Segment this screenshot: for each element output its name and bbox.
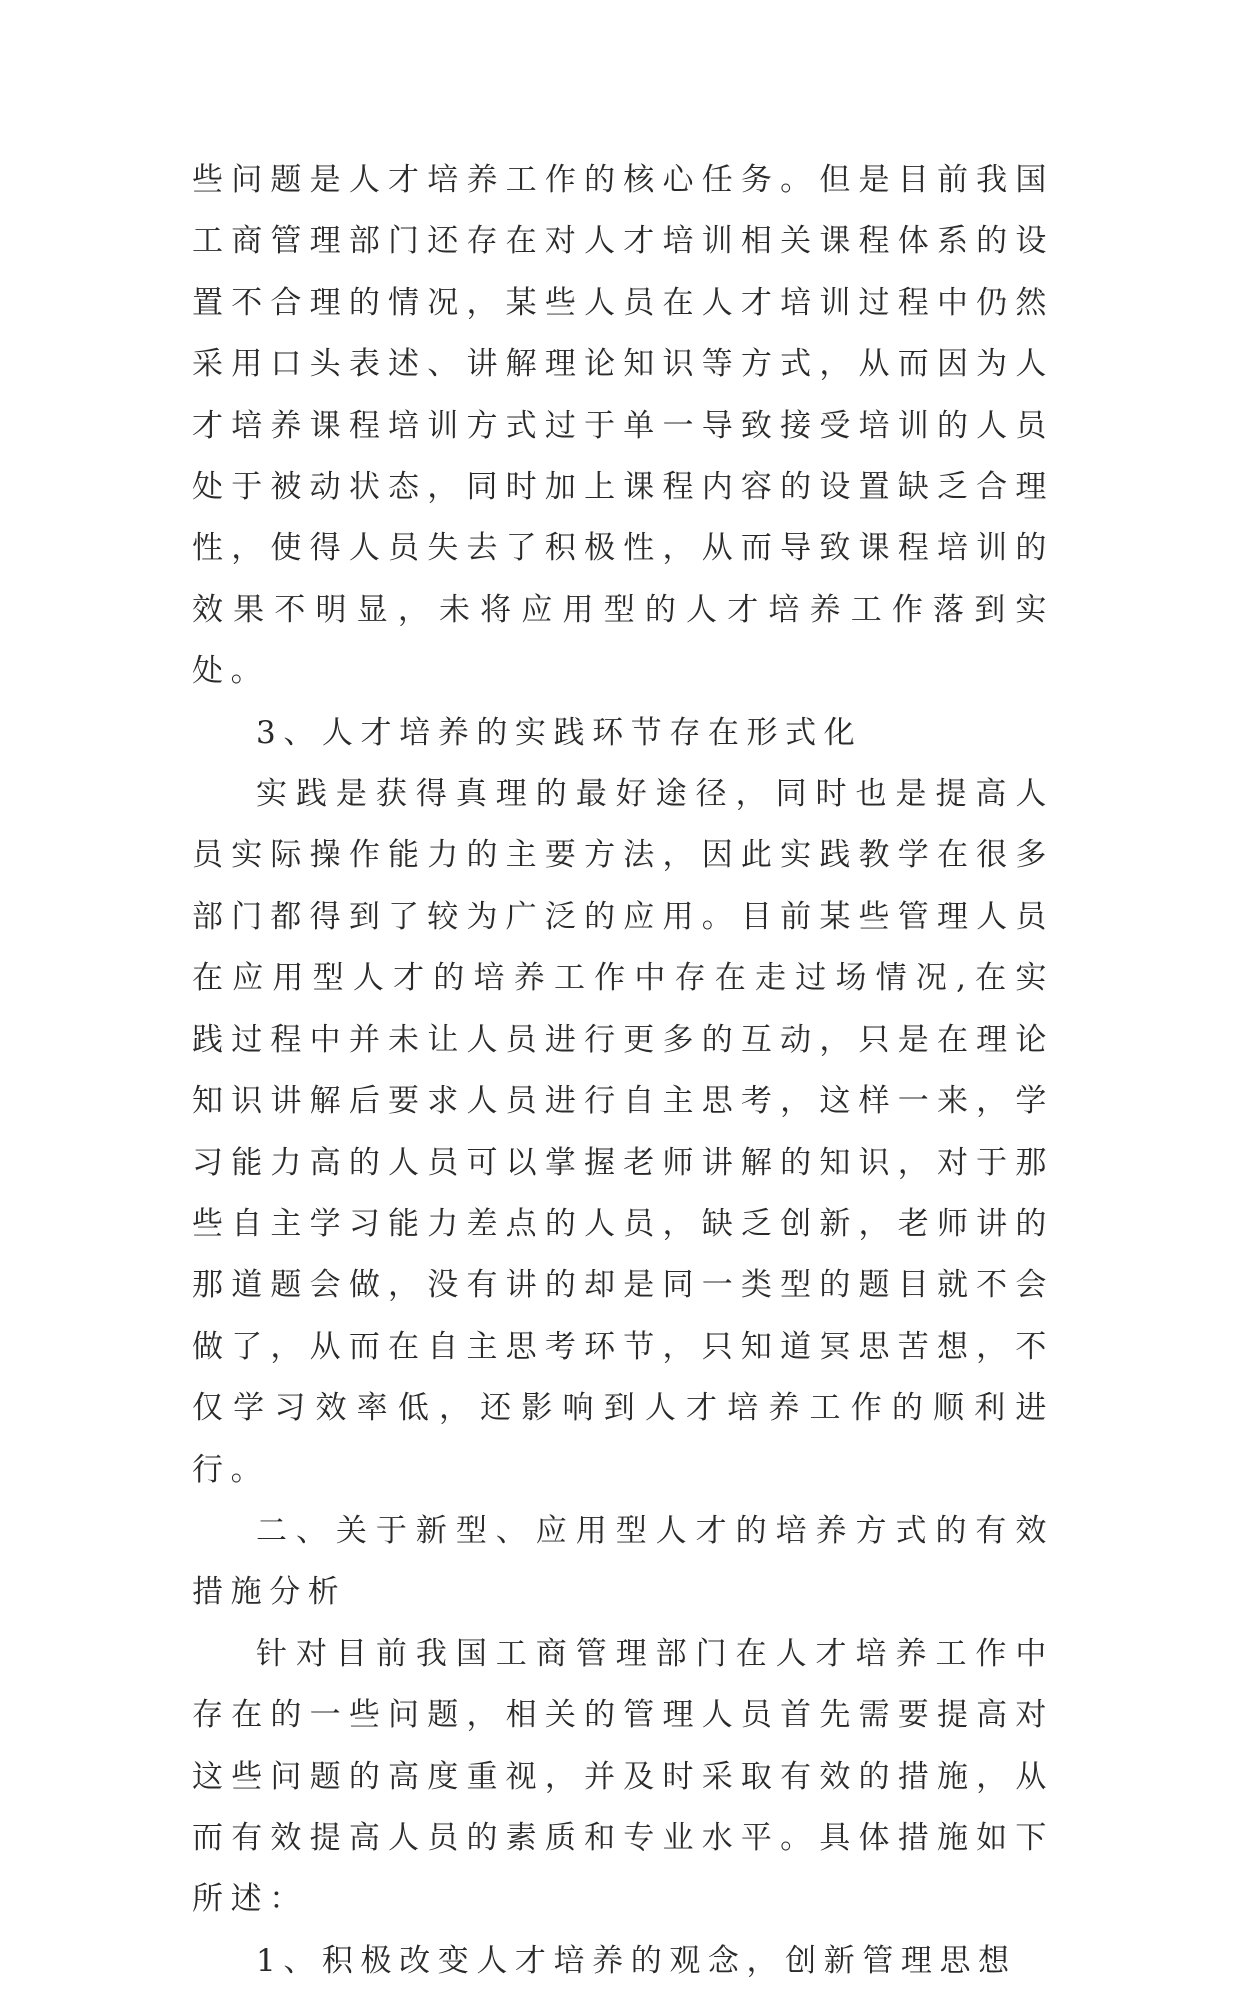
section-heading-concept: 1、积极改变人才培养的观念，创新管理思想	[256, 1942, 1017, 1979]
document-body	[192, 150, 1054, 1992]
paragraph-measures: 针对目前我国工商管理部门在人才培养工作中存在的一些问题，相关的管理人员首先需要提高对这些问题的高度重视，并及时采取有效的措施，从而有效提高人员的素质和专业水平。具体措施如下所述：	[192, 1635, 1054, 1918]
section-heading-practice: 3、人才培养的实践环节存在形式化	[256, 714, 863, 751]
section-heading-measures: 二、关于新型、应用型人才的培养方式的有效措施分析	[192, 1512, 1054, 1611]
paragraph-continuation: 些问题是人才培养工作的核心任务。但是目前我国工商管理部门还存在对人才培训相关课程体系的设置不合理的情况，某些人员在人才培训过程中仍然采用口头表述、讲解理论知识等方式，从而因为人才培养课程培训方式过于单一导致接受培训的人员处于被动状态，同时加上课程内容的设置缺乏合理性，使得人员失去了积极性，从而导致课程培训的效果不明显，未将应用型的人才培养工作落到实处。	[192, 162, 1054, 690]
paragraph-practice: 实践是获得真理的最好途径，同时也是提高人员实际操作能力的主要方法，因此实践教学在很多部门都得到了较为广泛的应用。目前某些管理人员在应用型人才的培养工作中存在走过场情况,在实践过程中并未让人员进行更多的互动，只是在理论知识讲解后要求人员进行自主思考，这样一来，学习能力高的人员可以掌握老师讲解的知识，对于那些自主学习能力差点的人员，缺乏创新，老师讲的那道题会做，没有讲的却是同一类型的题目就不会做了，从而在自主思考环节，只知道冥思苦想，不仅学习效率低，还影响到人才培养工作的顺利进行。	[192, 776, 1054, 1488]
